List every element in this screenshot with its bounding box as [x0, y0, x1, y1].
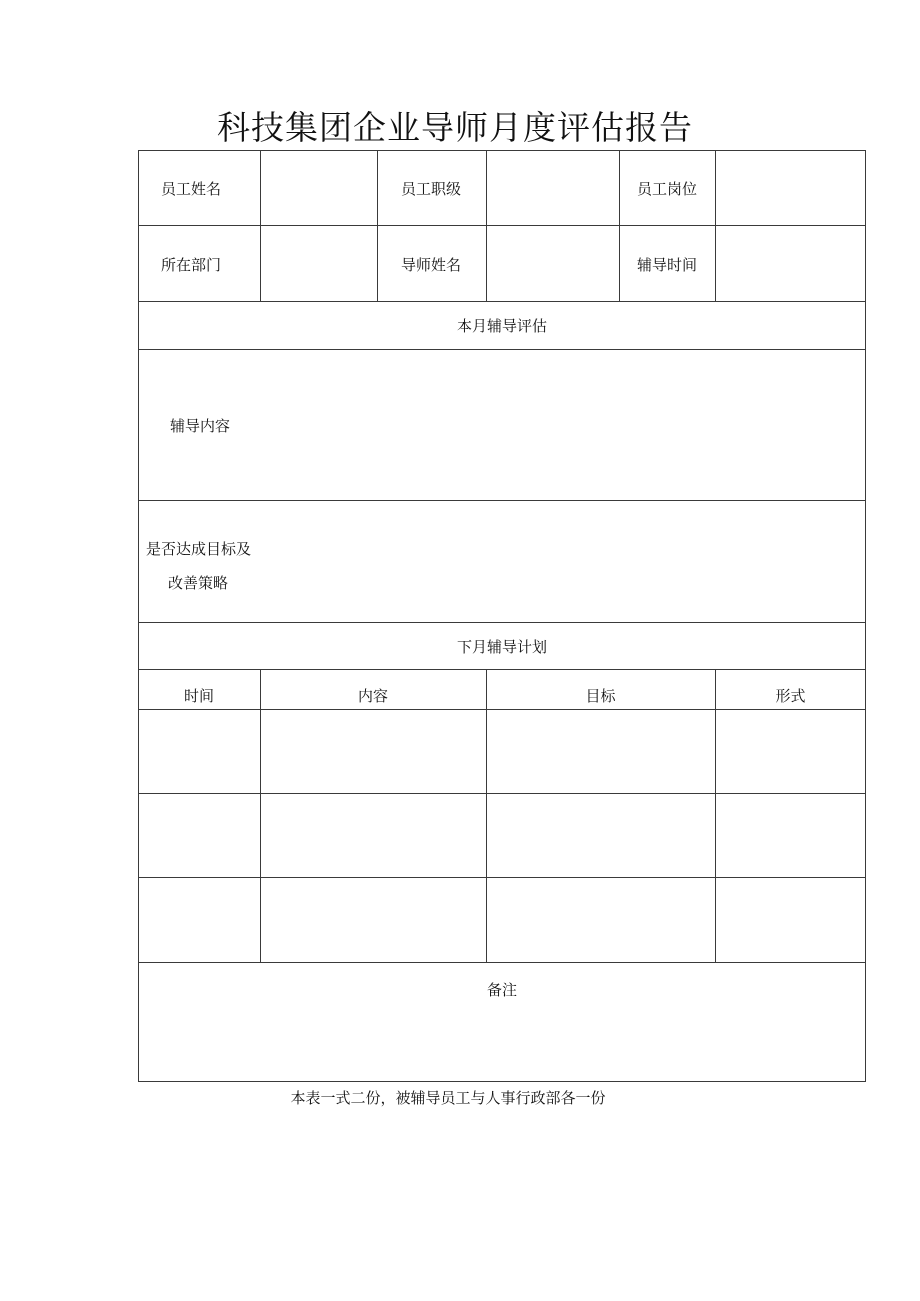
row-divider: [138, 301, 866, 302]
remarks-field[interactable]: [139, 1005, 865, 1081]
plan-row-2-time-cell[interactable]: [139, 794, 260, 877]
plan-row-3-goal-cell[interactable]: [487, 878, 715, 962]
mentoring-time-field[interactable]: [716, 226, 865, 301]
mentoring-content-field[interactable]: [260, 350, 865, 500]
plan-row-1-goal-cell[interactable]: [487, 710, 715, 793]
column-divider: [619, 150, 620, 302]
employee-rank-label: 员工职级: [401, 180, 462, 198]
goal-achievement-field[interactable]: [270, 501, 865, 622]
page-title: 科技集团企业导师月度评估报告: [217, 108, 693, 147]
plan-row-3-time-cell[interactable]: [139, 878, 260, 962]
column-header-format: 形式: [775, 687, 806, 705]
column-header-goal: 目标: [585, 687, 616, 705]
department-field[interactable]: [261, 226, 377, 301]
next-month-plan-heading: 下月辅导计划: [456, 638, 547, 656]
goal-achievement-label-line1: 是否达成目标及: [146, 540, 252, 558]
mentor-name-field[interactable]: [487, 226, 619, 301]
footer-note: 本表一式二份，被辅导员工与人事行政部各一份: [290, 1089, 606, 1107]
plan-row-3-content-cell[interactable]: [261, 878, 486, 962]
row-divider: [138, 669, 866, 670]
mentor-name-label: 导师姓名: [401, 256, 462, 274]
employee-name-label: 员工姓名: [161, 180, 222, 198]
employee-rank-field[interactable]: [487, 151, 619, 225]
column-header-time: 时间: [183, 687, 214, 705]
plan-row-2-goal-cell[interactable]: [487, 794, 715, 877]
row-divider: [138, 962, 866, 963]
goal-achievement-label-line2: 改善策略: [168, 574, 229, 592]
mentoring-content-label: 辅导内容: [170, 417, 231, 435]
plan-row-1-format-cell[interactable]: [716, 710, 865, 793]
plan-row-1-time-cell[interactable]: [139, 710, 260, 793]
this-month-evaluation-heading: 本月辅导评估: [456, 317, 547, 335]
column-divider: [377, 150, 378, 302]
row-divider: [138, 622, 866, 623]
employee-position-label: 员工岗位: [637, 180, 698, 198]
employee-position-field[interactable]: [716, 151, 865, 225]
plan-row-3-format-cell[interactable]: [716, 878, 865, 962]
plan-row-2-content-cell[interactable]: [261, 794, 486, 877]
mentoring-time-label: 辅导时间: [637, 256, 698, 274]
department-label: 所在部门: [161, 256, 222, 274]
remarks-label: 备注: [486, 981, 517, 999]
employee-name-field[interactable]: [261, 151, 377, 225]
column-header-content: 内容: [357, 687, 388, 705]
plan-row-1-content-cell[interactable]: [261, 710, 486, 793]
plan-row-2-format-cell[interactable]: [716, 794, 865, 877]
